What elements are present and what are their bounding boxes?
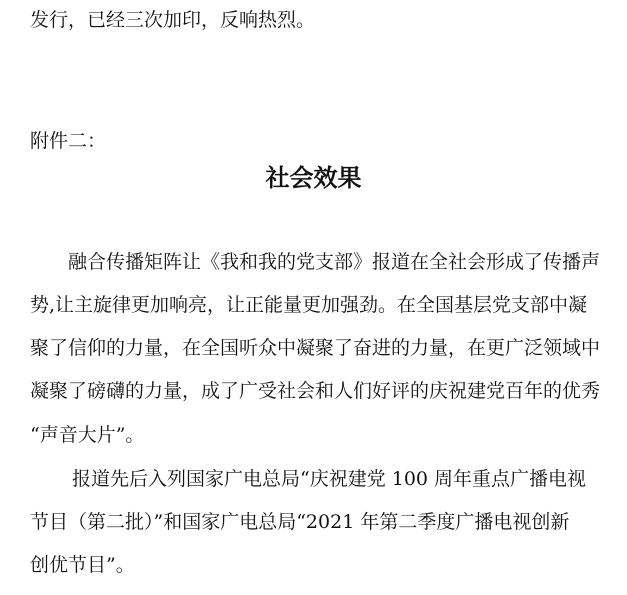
paragraph-line: 节目（第二批）”和国家广电总局“2021 年第二季度广播电视创新 bbox=[30, 511, 570, 533]
paragraph-line: 凝聚了磅礴的力量，成了广受社会和人们好评的庆祝建党百年的优秀 bbox=[30, 380, 601, 402]
section-title: 社会效果 bbox=[265, 163, 362, 192]
paragraph-line: 融合传播矩阵让《我和我的党支部》报道在全社会形成了传播声 bbox=[68, 251, 601, 273]
paragraph-line: 报道先后入列国家广电总局“庆祝建党 100 周年重点广播电视 bbox=[72, 468, 587, 490]
paragraph-line: 创优节目”。 bbox=[30, 554, 135, 576]
paragraph-line: 聚了信仰的力量，在全国听众中凝聚了奋进的力量，在更广泛领域中 bbox=[30, 337, 601, 359]
paragraph-line: “声音大片”。 bbox=[30, 424, 145, 446]
paragraph-line: 势,让主旋律更加响亮，让正能量更加强劲。在全国基层党支部中凝 bbox=[30, 294, 588, 316]
continuation-line: 发行，已经三次加印，反响热烈。 bbox=[30, 9, 316, 31]
attachment-label: 附件二： bbox=[30, 130, 107, 152]
